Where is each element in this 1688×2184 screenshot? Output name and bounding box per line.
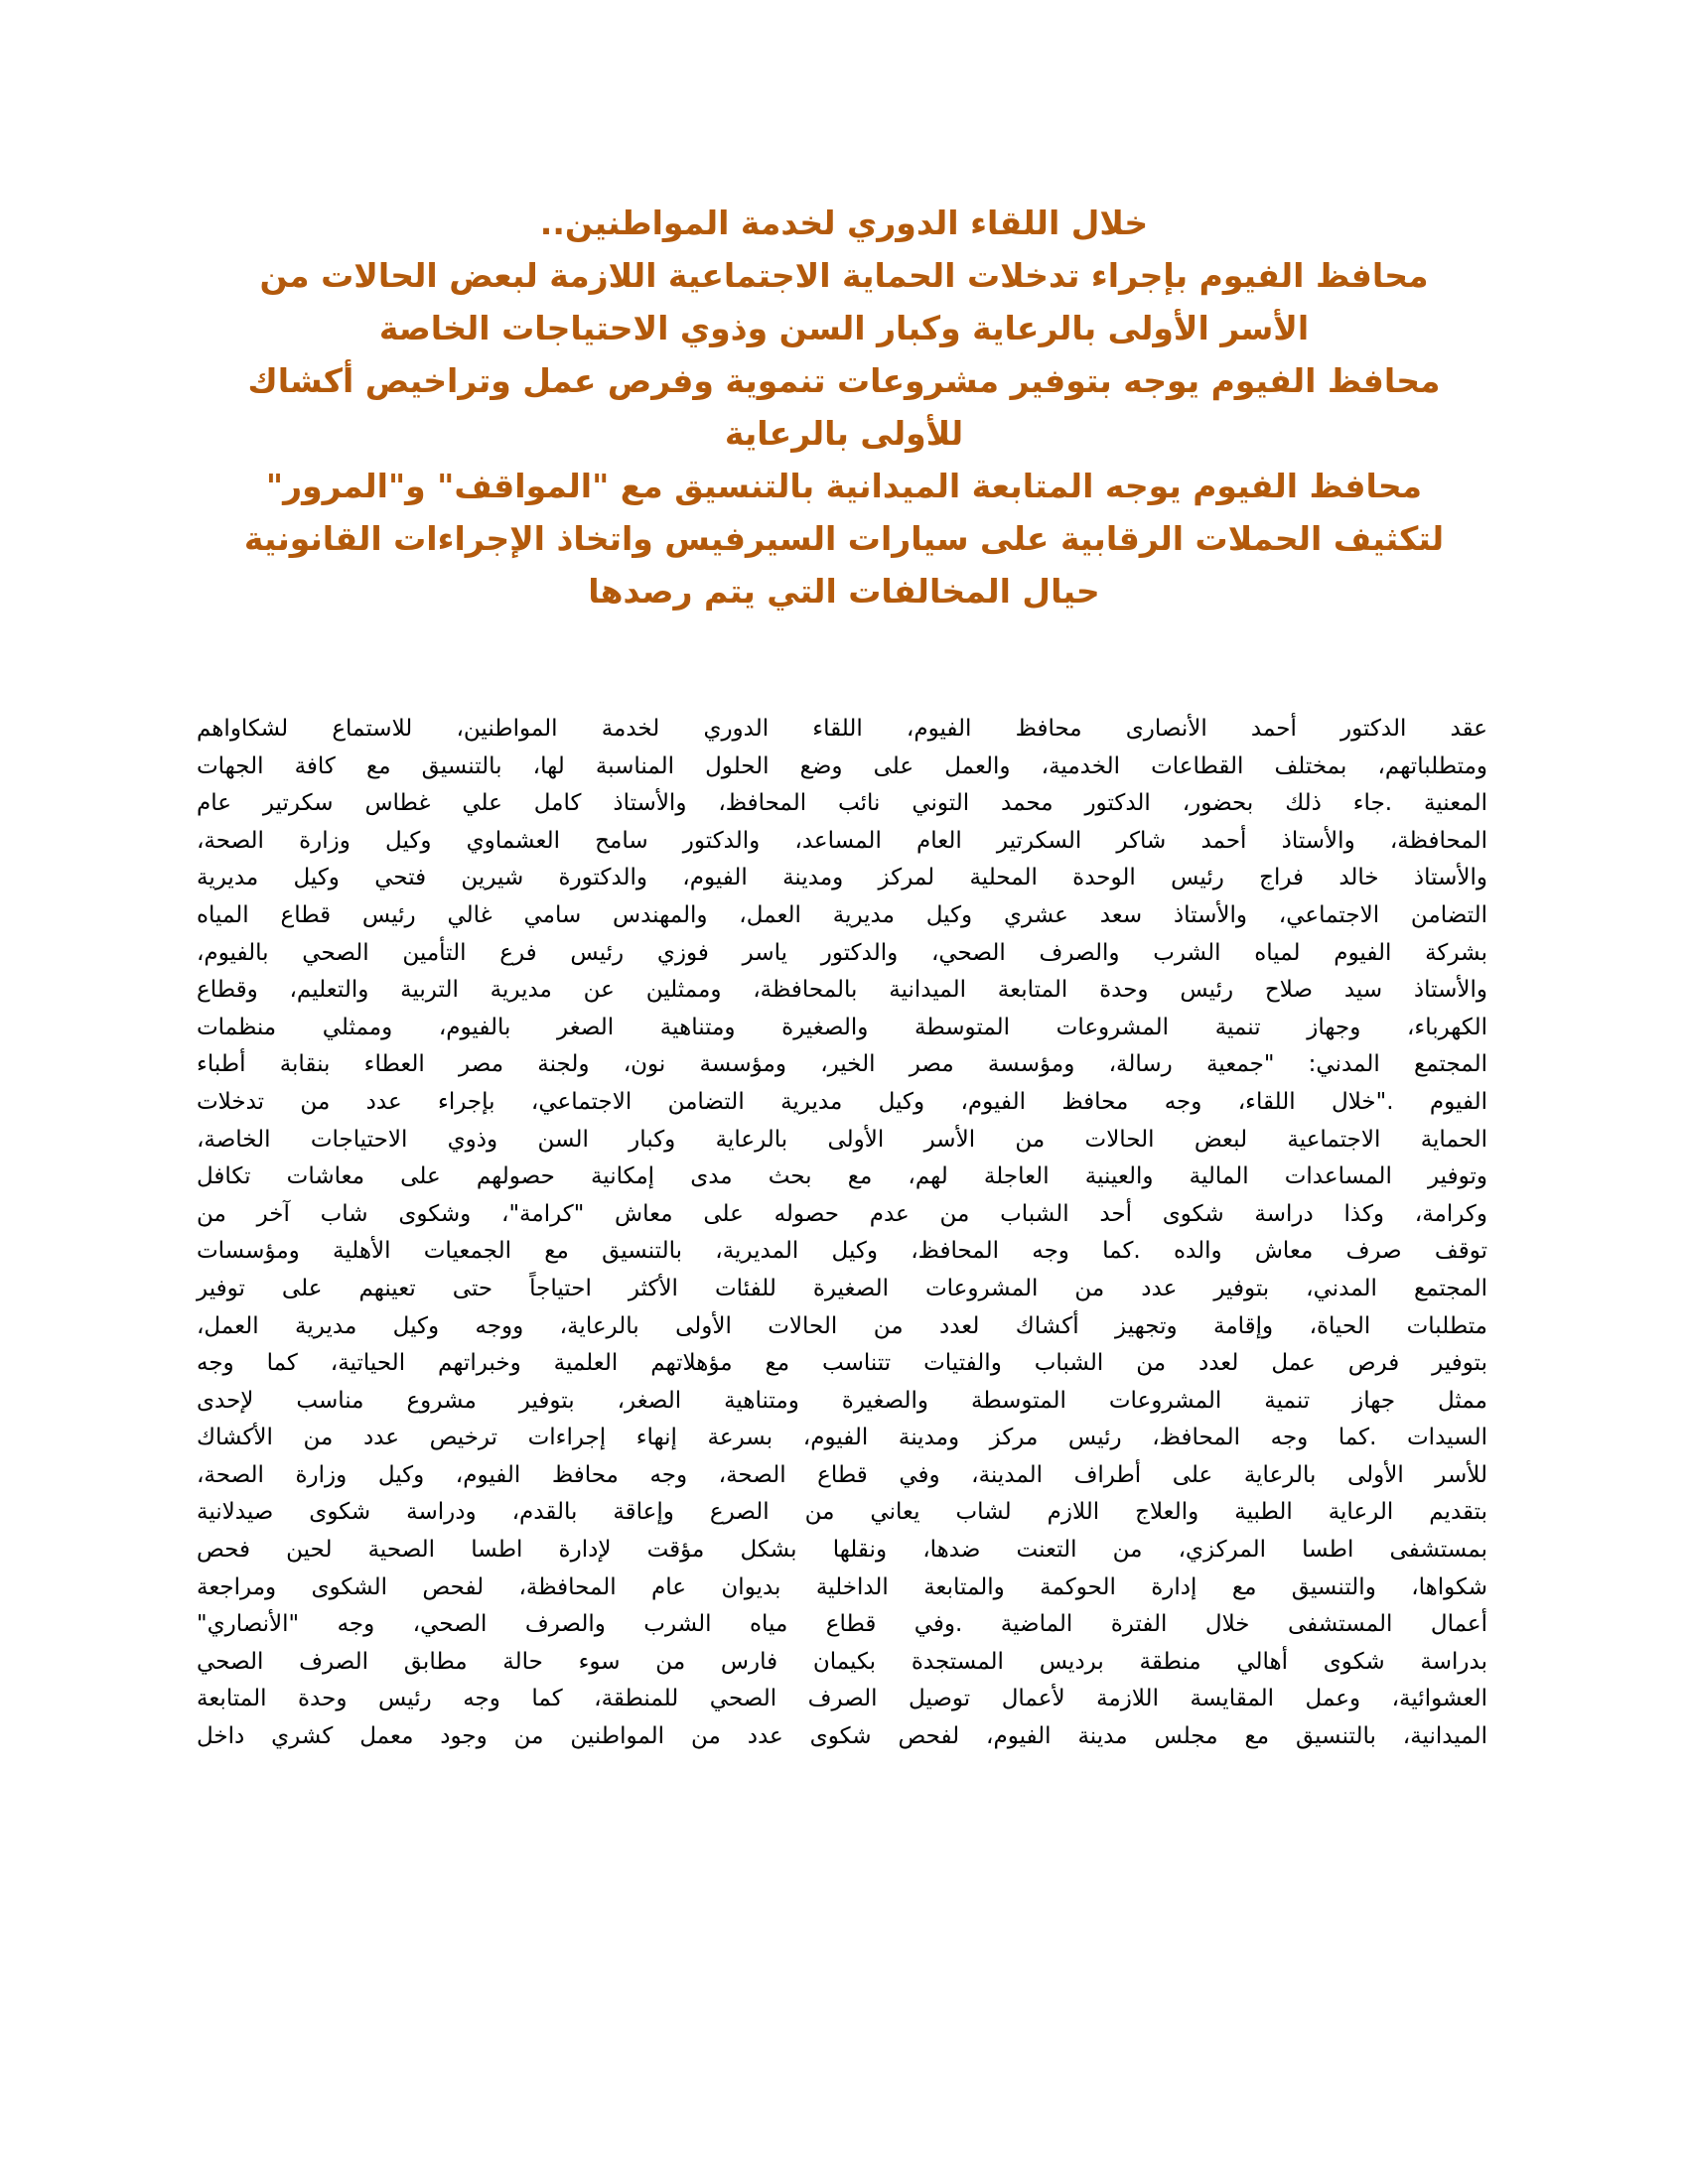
body-line: المجتمع المدني، بتوفير عدد من المشروعات الصغيرة للفئات الأكثر احتياجاً حتى تعينهم على توفير bbox=[197, 1275, 1487, 1301]
headline-line: الأسر الأولى بالرعاية وكبار السن وذوي الاحتياجات الخاصة bbox=[378, 309, 1310, 347]
body-line: ممثل جهاز تنمية المشروعات المتوسطة والصغيرة ومتناهية الصغر، بتوفير مشروع مناسب لإحدى bbox=[197, 1387, 1487, 1414]
body-line: أعمال المستشفى خلال الفترة الماضية .وفي قطاع مياه الشرب والصرف الصحي، وجه "الأنصاري" bbox=[197, 1611, 1487, 1638]
article-body bbox=[197, 711, 1487, 1756]
body-line: والأستاذ سيد صلاح رئيس وحدة المتابعة الميدانية بالمحافظة، وممثلين عن مديرية التربية والتعليم، وقطاع bbox=[197, 977, 1487, 1004]
body-line: متطلبات الحياة، وإقامة وتجهيز أكشاك لعدد من الحالات الأولى بالرعاية، ووجه وكيل مديرية العمل، bbox=[197, 1312, 1487, 1339]
headline-line: محافظ الفيوم بإجراء تدخلات الحماية الاجتماعية اللازمة لبعض الحالات من bbox=[259, 256, 1429, 295]
headline-line: حيال المخالفات التي يتم رصدها bbox=[588, 572, 1100, 611]
body-line: للأسر الأولى بالرعاية على أطراف المدينة، وفي قطاع الصحة، وجه محافظ الفيوم، وكيل وزارة الصحة، bbox=[197, 1461, 1487, 1488]
body-line: ومتطلباتهم، بمختلف القطاعات الخدمية، والعمل على وضع الحلول المناسبة لها، بالتنسيق مع كافة الجهات bbox=[197, 752, 1487, 779]
body-line: المجتمع المدني: "جمعية رسالة، ومؤسسة مصر الخير، ومؤسسة نون، ولجنة مصر العطاء بنقابة أطباء bbox=[197, 1051, 1487, 1078]
headline-line: لتكثيف الحملات الرقابية على سيارات السيرفيس واتخاذ الإجراءات القانونية bbox=[243, 519, 1445, 558]
body-line: الميدانية، بالتنسيق مع مجلس مدينة الفيوم، لفحص شكوى عدد من المواطنين من وجود معمل كشري داخل bbox=[197, 1723, 1487, 1750]
body-line: العشوائية، وعمل المقايسة اللازمة لأعمال توصيل الصرف الصحي للمنطقة، كما وجه رئيس وحدة المتابعة bbox=[197, 1686, 1487, 1712]
body-line: بتوفير فرص عمل لعدد من الشباب والفتيات تتناسب مع مؤهلاتهم العلمية وخبراتهم الحياتية، كما وجه bbox=[197, 1350, 1487, 1377]
body-line: السيدات .كما وجه المحافظ، رئيس مركز ومدينة الفيوم، بسرعة إنهاء إجراءات ترخيص عدد من الأكشاك bbox=[197, 1425, 1487, 1451]
body-line: الفيوم ."خلال اللقاء، وجه محافظ الفيوم، وكيل مديرية التضامن الاجتماعي، بإجراء عدد من تدخلات bbox=[197, 1088, 1487, 1115]
body-line: وتوفير المساعدات المالية والعينية العاجلة لهم، مع بحث مدى إمكانية حصولهم على معاشات تكافل bbox=[197, 1163, 1487, 1190]
body-line: التضامن الاجتماعي، والأستاذ سعد عشري وكيل مديرية العمل، والمهندس سامي غالي رئيس قطاع المياه bbox=[197, 901, 1487, 928]
body-line: وكرامة، وكذا دراسة شكوى أحد الشباب من عدم حصوله على معاش "كرامة"، وشكوى شاب آخر من bbox=[197, 1200, 1487, 1227]
body-line: بتقديم الرعاية الطبية والعلاج اللازم لشاب يعاني من الصرع وإعاقة بالقدم، ودراسة شكوى صيدلانية bbox=[197, 1499, 1487, 1526]
body-line: الحماية الاجتماعية لبعض الحالات من الأسر الأولى بالرعاية وكبار السن وذوي الاحتياجات الخاصة، bbox=[197, 1126, 1487, 1153]
article-headline bbox=[199, 197, 1489, 617]
body-line: المحافظة، والأستاذ أحمد شاكر السكرتير العام المساعد، والدكتور سامح العشماوي وكيل وزارة الصحة، bbox=[197, 827, 1487, 854]
headline-line: محافظ الفيوم يوجه المتابعة الميدانية بالتنسيق مع "المواقف" و"المرور" bbox=[265, 467, 1423, 505]
body-line: شكواها، والتنسيق مع إدارة الحوكمة والمتابعة الداخلية بديوان عام المحافظة، لفحص الشكوى ومراجعة bbox=[197, 1573, 1487, 1600]
body-line: عقد الدكتور أحمد الأنصارى محافظ الفيوم، اللقاء الدوري لخدمة المواطنين، للاستماع لشكاواهم bbox=[197, 716, 1487, 742]
body-line: الكهرباء، وجهاز تنمية المشروعات المتوسطة والصغيرة ومتناهية الصغر بالفيوم، وممثلي منظمات bbox=[197, 1014, 1487, 1040]
body-line: بمستشفى اطسا المركزي، من التعنت ضدها، ونقلها بشكل مؤقت لإدارة اطسا الصحية لحين فحص bbox=[197, 1537, 1487, 1564]
body-line: بدراسة شكوى أهالي منطقة برديس المستجدة بكيمان فارس من سوء حالة مطابق الصرف الصحي bbox=[197, 1648, 1487, 1675]
body-line: المعنية .جاء ذلك بحضور، الدكتور محمد التوني نائب المحافظ، والأستاذ كامل علي غطاس سكرتير عام bbox=[197, 790, 1487, 817]
body-line: والأستاذ خالد فراج رئيس الوحدة المحلية لمركز ومدينة الفيوم، والدكتورة شيرين فتحي وكيل مديرية bbox=[197, 865, 1487, 891]
headline-line: محافظ الفيوم يوجه بتوفير مشروعات تنموية وفرص عمل وتراخيص أكشاك bbox=[247, 361, 1441, 400]
headline-line: للأولى بالرعاية bbox=[724, 414, 964, 453]
body-line: توقف صرف معاش والده .كما وجه المحافظ، وكيل المديرية، بالتنسيق مع الجمعيات الأهلية ومؤسسات bbox=[197, 1238, 1487, 1265]
body-line: بشركة الفيوم لمياه الشرب والصرف الصحي، والدكتور ياسر فوزي رئيس فرع التأمين الصحي بالفيوم، bbox=[197, 939, 1487, 966]
headline-line: خلال اللقاء الدوري لخدمة المواطنين.. bbox=[539, 204, 1149, 242]
